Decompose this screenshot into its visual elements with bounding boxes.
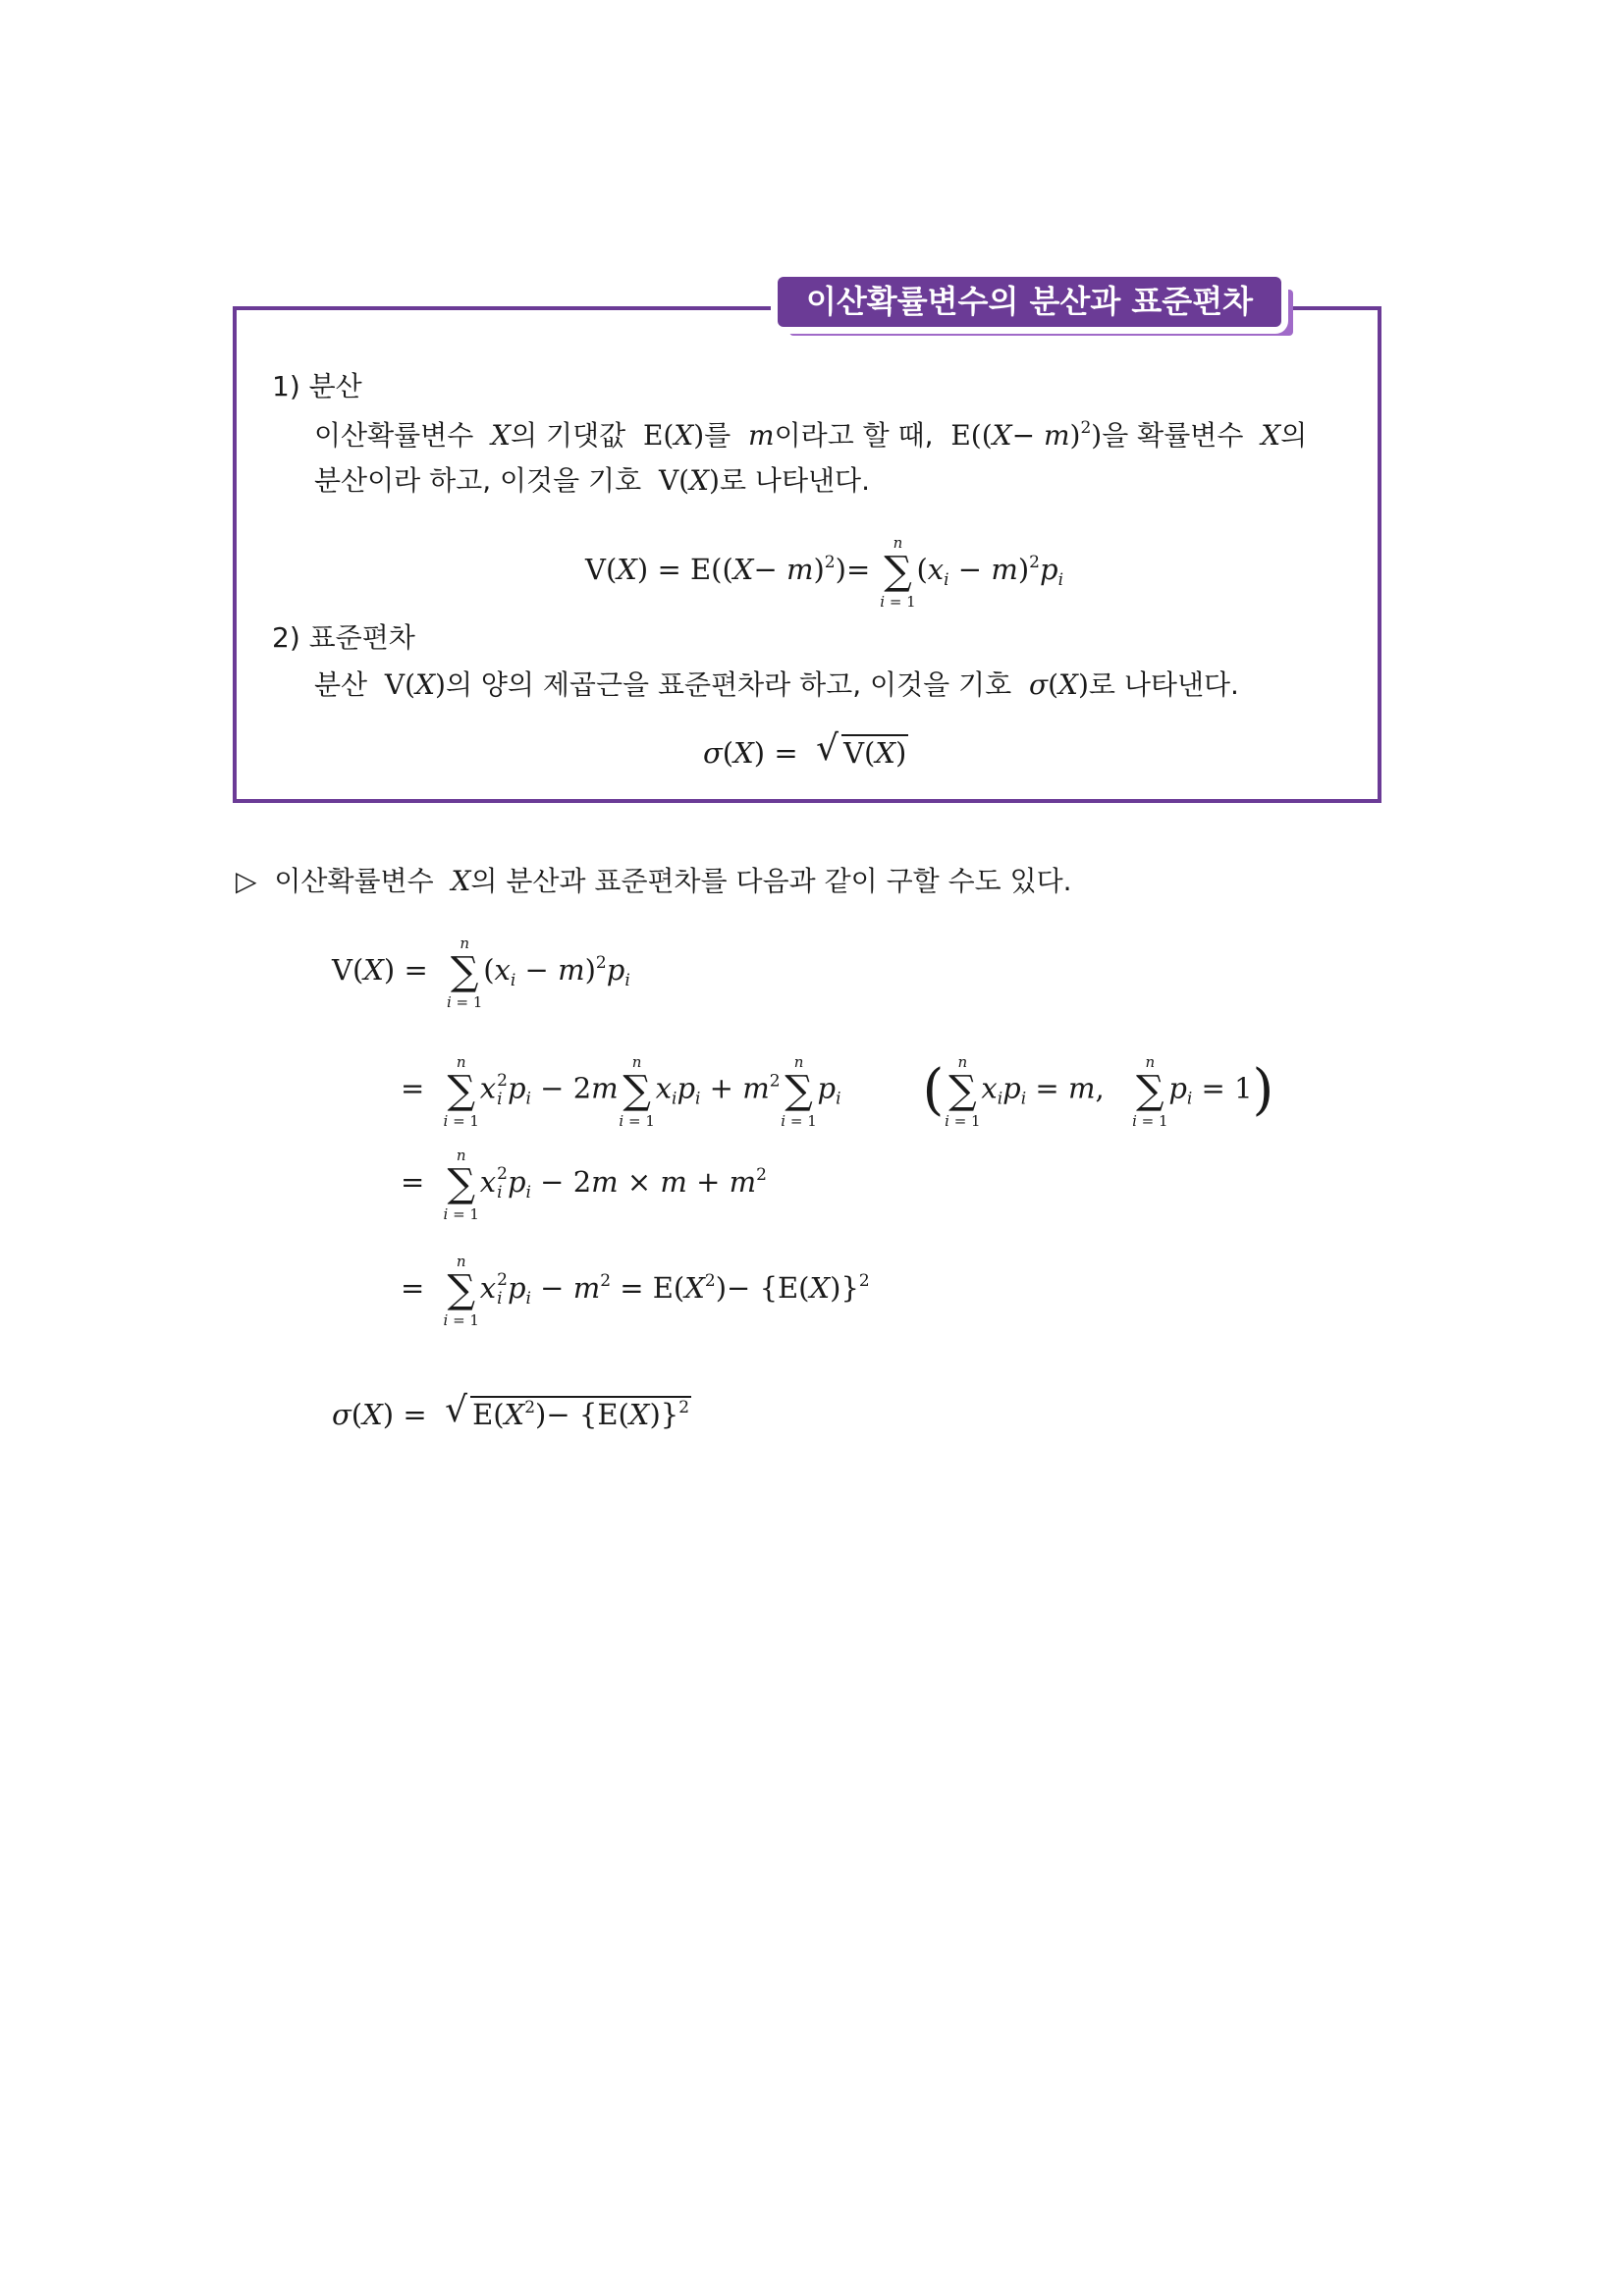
expr-sigma-x: σ(X)	[1028, 668, 1089, 701]
section-2-line	[314, 667, 1239, 703]
derivation-line-2: = n ∑ i = 1 x 2 i $p_i - 2m$ n ∑ i = 1 $x_ip_i + m^2$ n ∑ i = 1 $p_i$ ( n ∑ i = 1 $x_ip_i = m$, n ∑ i = 1 $p_i = 1$)	[401, 1052, 1274, 1130]
var-x: X	[482, 419, 512, 452]
variance-formula: $V(X) = E((X- m)^2)=$ n ∑ i = 1 $(x_i - m)^2p_i$	[585, 534, 1064, 611]
right-paren: )	[1252, 1058, 1274, 1122]
derivation-line-3: = n ∑ i = 1 x 2 i $p_i - 2m \times m + m^2$	[401, 1147, 767, 1223]
sigma-symbol: n ∑ i = 1	[945, 1052, 981, 1130]
box-title	[778, 277, 1293, 336]
var-m: m	[739, 419, 775, 452]
section-2-heading: 2) 표준편차	[272, 621, 415, 654]
derivation-std-dev: σ(X) = √ $E(X^2)- \{E(X)\}^2$	[332, 1390, 690, 1431]
left-paren: (	[922, 1058, 945, 1122]
note-a: 이산확률변수	[274, 865, 434, 897]
sqrt-symbol: √ $E(X^2)- \{E(X)\}^2$	[445, 1390, 690, 1431]
derivation-line-4: = n ∑ i = 1 x 2 i $p_i - m^2 = E(X^2)- \{E(X)\}^2$	[401, 1253, 870, 1329]
title-badge: 이산확률변수의 분산과 표준편차	[778, 277, 1281, 327]
sigma-symbol: n ∑ i = 1	[781, 1052, 817, 1130]
note-b: 의 분산과 표준편차를 다음과 같이 구할 수도 있다.	[470, 865, 1072, 897]
std-dev-formula: σ(X) = √ V(X)	[703, 728, 907, 770]
expr-ex: E(X)	[634, 419, 705, 452]
sigma-symbol: n ∑ i = 1	[443, 1147, 479, 1223]
expr-vx-2: V(X)	[376, 668, 446, 701]
s2-l-b: 의 양의 제곱근을 표준편차라 하고, 이것을 기호	[445, 668, 1012, 701]
sigma-symbol: n ∑ i = 1	[1132, 1052, 1168, 1130]
s1-l1-a: 이산확률변수	[314, 419, 474, 452]
sqrt-symbol: √ V(X)	[816, 728, 907, 770]
s1-l2-b: 로 나타낸다.	[719, 464, 871, 497]
sigma-symbol: n ∑ i = 1	[443, 1052, 479, 1130]
s1-l1-b: 의 기댓값	[511, 419, 626, 452]
s1-l1-f: 의	[1280, 419, 1308, 452]
s2-l-a: 분산	[314, 668, 368, 701]
var-x-note: X	[442, 865, 471, 897]
sigma-symbol: n ∑ i = 1	[619, 1052, 655, 1130]
sigma-symbol: n ∑ i = 1	[443, 1253, 479, 1329]
derivation-line-1: V(X) = n ∑ i = 1 $(x_i - m)^2p_i$	[332, 934, 630, 1011]
section-1-heading: 1) 분산	[272, 370, 362, 402]
sigma-symbol: n ∑ i = 1	[446, 934, 483, 1011]
expr-e-x-m-sq: $E((X- m)^2)$	[942, 418, 1103, 452]
sigma-symbol: n ∑ i = 1	[880, 534, 916, 611]
s1-l1-d: 이라고 할 때,	[774, 419, 934, 452]
expr-vx: V(X)	[650, 464, 720, 497]
section-1-line-1	[314, 418, 1307, 454]
s1-l1-e: 을 확률변수	[1102, 419, 1244, 452]
derivation-note	[236, 864, 1072, 899]
section-1-line-2	[314, 463, 870, 499]
s1-l1-c: 를	[704, 419, 731, 452]
var-x-2: X	[1252, 419, 1281, 452]
s2-l-c: 로 나타낸다.	[1088, 668, 1239, 701]
s1-l2-a: 분산이라 하고, 이것을 기호	[314, 464, 642, 497]
triangle-icon: ▷	[236, 865, 257, 897]
